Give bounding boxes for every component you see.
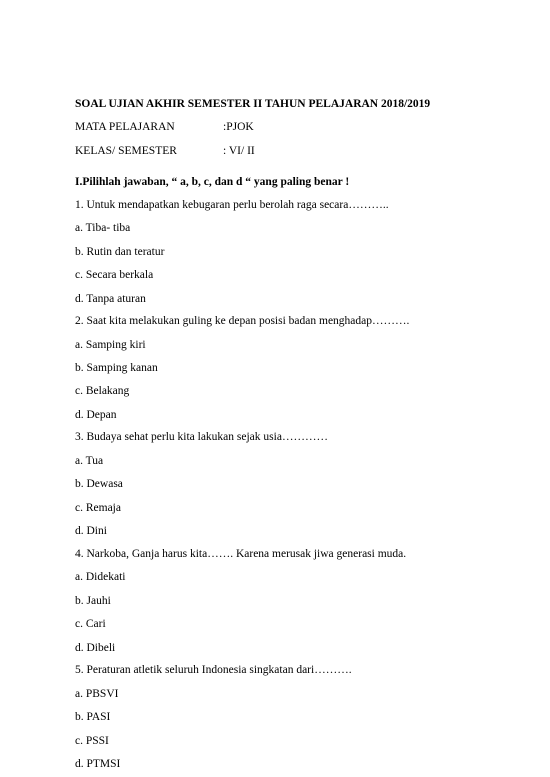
- question-text: 4. Narkoba, Ganja harus kita……. Karena merusak jiwa generasi muda.: [75, 548, 407, 560]
- question-text: 2. Saat kita melakukan guling ke depan posisi badan menghadap……….: [75, 315, 410, 327]
- subject-row: [75, 120, 254, 134]
- class-row: [75, 144, 255, 158]
- answer-option: b. PASI: [75, 711, 111, 723]
- subject-value: :PJOK: [223, 121, 254, 133]
- answer-option: b. Rutin dan teratur: [75, 246, 165, 258]
- class-label: KELAS/ SEMESTER: [75, 145, 177, 157]
- question-text: 1. Untuk mendapatkan kebugaran perlu berolah raga secara………..: [75, 199, 389, 211]
- answer-option: c. Secara berkala: [75, 269, 154, 281]
- answer-option: a. Tiba- tiba: [75, 222, 131, 234]
- answer-option: a. Samping kiri: [75, 339, 146, 351]
- subject-label: MATA PELAJARAN: [75, 121, 175, 133]
- answer-option: a. PBSVI: [75, 688, 119, 700]
- answer-option: b. Dewasa: [75, 478, 123, 490]
- answer-option: c. Cari: [75, 618, 106, 630]
- exam-title: SOAL UJIAN AKHIR SEMESTER II TAHUN PELAJARAN 2018/2019: [75, 98, 431, 110]
- class-value: : VI/ II: [223, 145, 255, 157]
- instruction: I.Pilihlah jawaban, “ a, b, c, dan d “ yang paling benar !: [75, 176, 350, 188]
- answer-option: d. Dibeli: [75, 642, 116, 654]
- answer-option: a. Tua: [75, 455, 104, 467]
- answer-option: d. PTMSI: [75, 758, 121, 770]
- question-text: 5. Peraturan atletik seluruh Indonesia singkatan dari……….: [75, 664, 352, 676]
- answer-option: c. PSSI: [75, 735, 109, 747]
- answer-option: d. Tanpa aturan: [75, 293, 146, 305]
- question-text: 3. Budaya sehat perlu kita lakukan sejak usia…………: [75, 431, 328, 443]
- answer-option: c. Belakang: [75, 385, 130, 397]
- answer-option: b. Samping kanan: [75, 362, 158, 374]
- answer-option: c. Remaja: [75, 502, 121, 514]
- answer-option: d. Depan: [75, 409, 117, 421]
- answer-option: d. Dini: [75, 525, 107, 537]
- answer-option: b. Jauhi: [75, 595, 111, 607]
- answer-option: a. Didekati: [75, 571, 126, 583]
